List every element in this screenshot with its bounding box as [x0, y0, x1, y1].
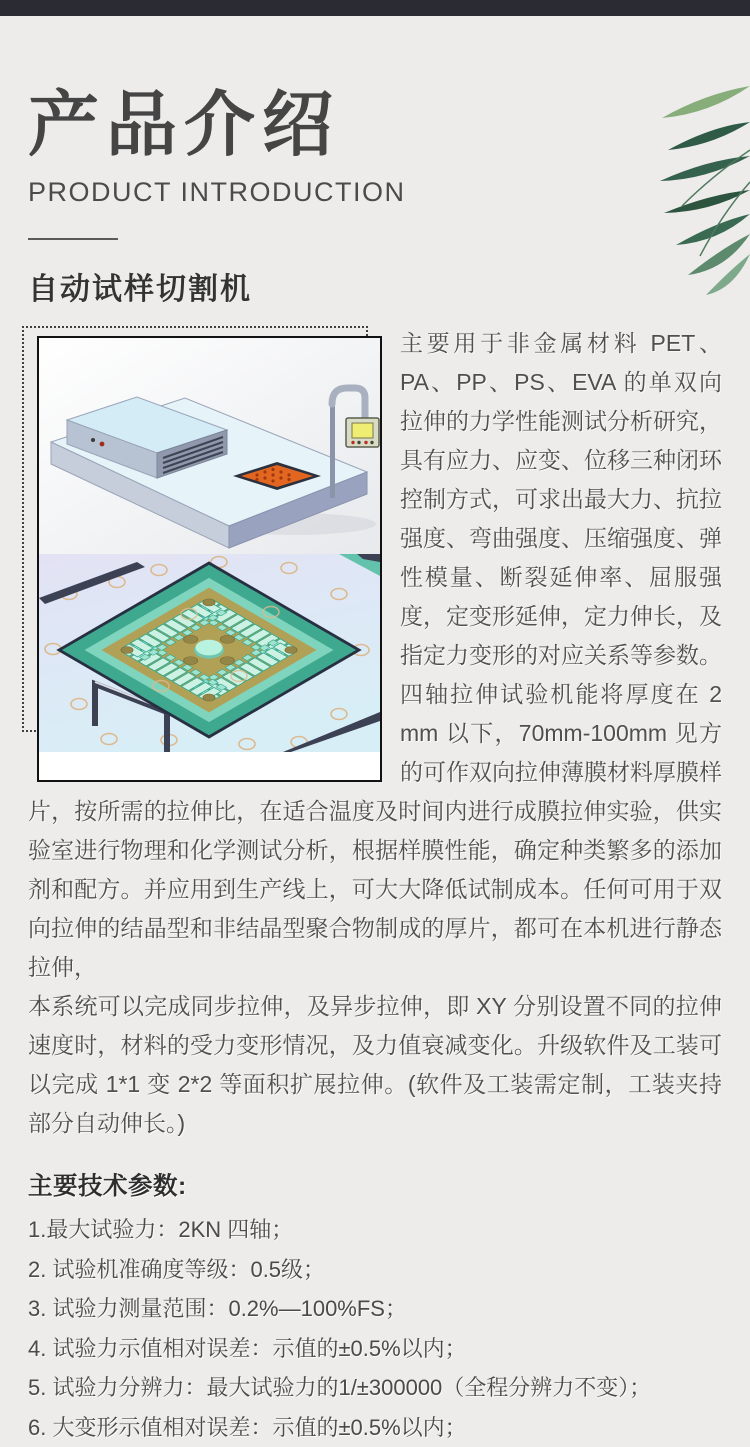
- specs-list: [28, 1210, 722, 1447]
- description-paragraph: 四轴拉伸试验机能将厚度在 2 mm 以下，70mm-100mm 见方的可作双向拉伸薄膜材料厚膜样片，按所需的拉伸比，在适合温度及时间内进行成膜拉伸实验，供实验室进行物理和化学测试分析，根据样膜性能，确定种类繁多的添加剂和配方。并应用到生产线上，可大大降低试制成本。任何可用于双向拉伸的结晶型和非结晶型聚合物制成的厚片，都可在本机进行静态拉伸，: [28, 675, 722, 987]
- description-paragraph: 主要用于非金属材料 PET、PA、PP、PS、EVA 的单双向拉伸的力学性能测试分析研究，具有应力、应变、位移三种闭环控制方式，可求出最大力、抗拉强度、弯曲强度、压缩强度、弹性模量、断裂延伸率、屈服强度，定变形延伸，定力伸长，及指定力变形的对应关系等参数。: [28, 324, 722, 675]
- product-name: 自动试样切割机: [28, 264, 722, 308]
- page-header: [0, 90, 750, 308]
- spec-item: 5. 试验力分辨力：最大试验力的1/±300000（全程分辨力不变）；: [28, 1368, 722, 1408]
- machine-3d-image: [39, 338, 380, 554]
- page-subtitle: PRODUCT INTRODUCTION: [28, 177, 722, 208]
- spec-item: 6. 大变形示值相对误差：示值的±0.5%以内；: [28, 1408, 722, 1447]
- description-paragraph: 本系统可以完成同步拉伸，及异步拉伸，即 XY 分别设置不同的拉伸速度时，材料的受力变形情况，及力值衰减变化。升级软件及工装可以完成 1*1 变 2*2 等面积扩展拉伸。(软件及工装需定制，工装夹持部分自动伸长。): [28, 987, 722, 1143]
- title-divider: [28, 238, 118, 240]
- spec-item: 3. 试验力测量范围：0.2%—100%FS；: [28, 1289, 722, 1329]
- product-image-frame: [37, 336, 382, 782]
- specs-section: [0, 1167, 750, 1447]
- product-description-section: [0, 324, 750, 1143]
- specs-heading: 主要技术参数:: [28, 1167, 722, 1202]
- product-image-figure: [22, 326, 386, 792]
- spec-item: 1.最大试验力：2KN 四轴；: [28, 1210, 722, 1250]
- spec-item: 2. 试验机准确度等级：0.5级；: [28, 1250, 722, 1290]
- fixture-3d-image: [39, 554, 380, 752]
- top-bar: [0, 0, 750, 16]
- spec-item: 4. 试验力示值相对误差：示值的±0.5%以内；: [28, 1329, 722, 1369]
- page-title: 产品介绍: [28, 90, 722, 161]
